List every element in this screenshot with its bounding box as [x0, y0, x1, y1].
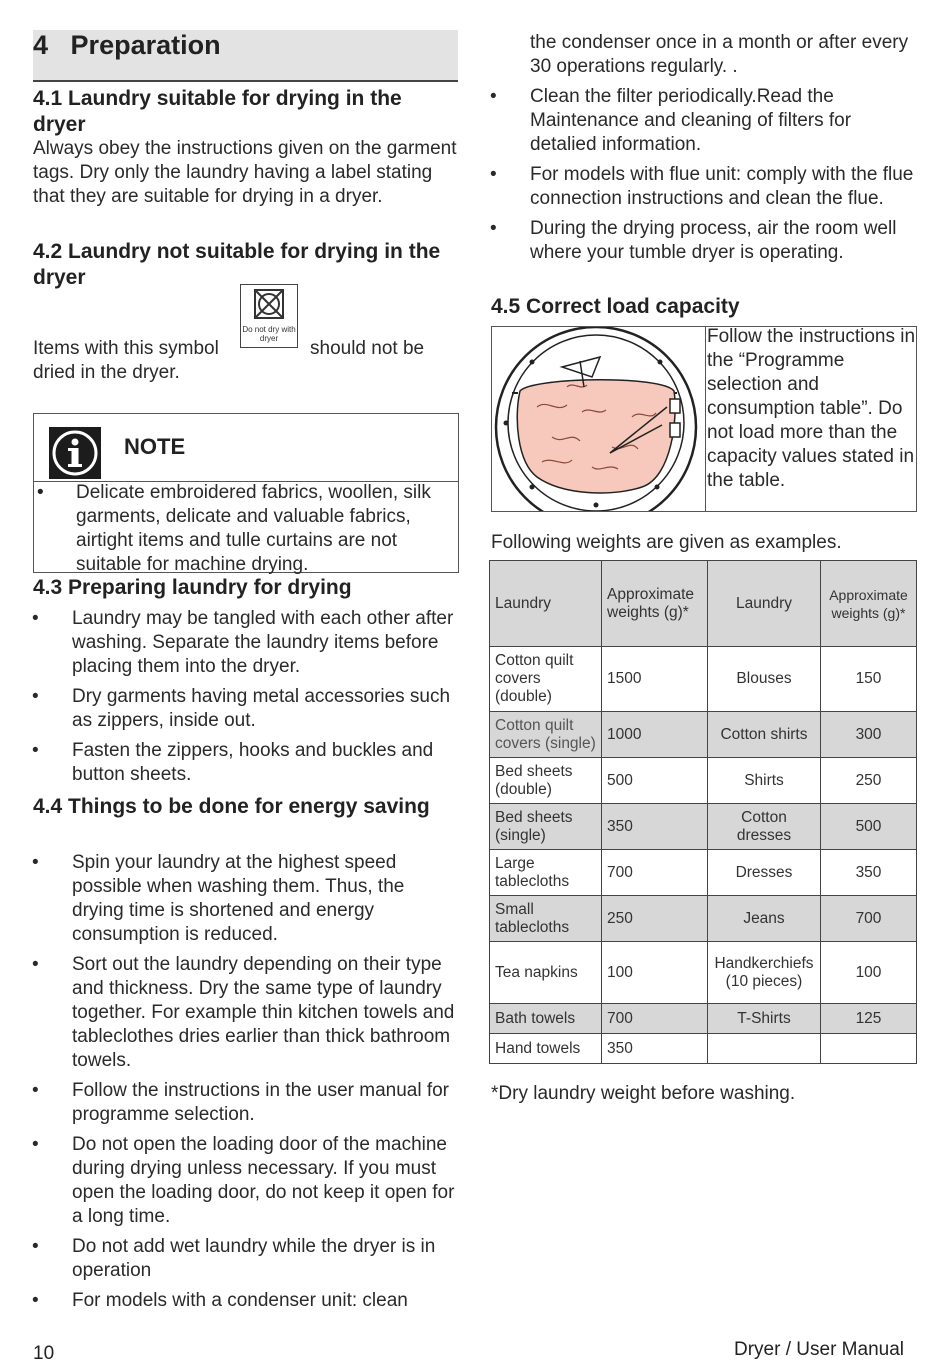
note-title: NOTE: [124, 434, 186, 459]
table-cell: 1000: [602, 712, 708, 758]
page-number: 10: [33, 1343, 55, 1364]
section-4-5-title: 4.5 Correct load capacity: [491, 295, 740, 318]
note-box: [33, 413, 459, 573]
table-row: [490, 1004, 917, 1034]
section-4-4-title: 4.4 Things to be done for energy saving: [33, 795, 430, 818]
do-not-tumble-dry-icon: [241, 285, 297, 325]
list-item: • Do not open the loading door of the machine during drying unless necessary. If you must open the loading door, do not keep it open for a long time.: [72, 1133, 457, 1229]
list-item: • Sort out the laundry depending on their type and thickness. Dry the same type of laundry together. For example thin kitchen towels and tableclothes dries earlier than thick bathroom towels.: [72, 953, 457, 1073]
load-capacity-box: [491, 326, 917, 512]
table-cell: Bed sheets (single): [490, 804, 602, 850]
chapter-title: 4 Preparation: [33, 30, 221, 60]
symbol-label: Do not dry with dryer: [242, 325, 296, 343]
section-4-3-list: [72, 607, 457, 793]
chapter-heading: [33, 30, 458, 82]
table-cell: Jeans: [708, 896, 821, 942]
table-cell: Cotton quilt covers (single): [490, 712, 602, 758]
section-4-2-text-before: Items with this symbol: [33, 338, 219, 359]
list-item: • For models with a condenser unit: clean: [72, 1289, 457, 1313]
table-cell: [708, 1034, 821, 1064]
section-4-4-list: [72, 851, 457, 1319]
section-4-2-text-after: should not be: [310, 338, 425, 359]
table-cell: 350: [821, 850, 917, 896]
table-cell: Cotton shirts: [708, 712, 821, 758]
table-row: [490, 804, 917, 850]
section-4-4-continued: the condenser once in a month or after every 30 operations regularly. .: [530, 32, 909, 77]
table-cell: Small tablecloths: [490, 896, 602, 942]
dryer-drum-load-illustration: [492, 327, 706, 511]
column-header: Laundry: [708, 561, 821, 647]
column-header: Approximate weights (g)*: [602, 561, 708, 647]
table-cell: 700: [821, 896, 917, 942]
table-footnote: *Dry laundry weight before washing.: [491, 1083, 796, 1104]
table-cell: Shirts: [708, 758, 821, 804]
table-cell: Cotton dresses: [708, 804, 821, 850]
table-cell: 1500: [602, 647, 708, 712]
list-item: • Spin your laundry at the highest speed possible when washing them. Thus, the drying time is shortened and energy consumption is reduced.: [72, 851, 457, 947]
table-cell: Handkerchiefs (10 pieces): [708, 942, 821, 1004]
table-cell: 700: [602, 850, 708, 896]
section-4-1-text: Always obey the instructions given on the garment tags. Dry only the laundry having a label stating that they are suitable for drying in a dryer.: [33, 138, 457, 207]
section-4-3-title: 4.3 Preparing laundry for drying: [33, 576, 352, 599]
list-item: • Follow the instructions in the user manual for programme selection.: [72, 1079, 457, 1127]
list-item: • Dry garments having metal accessories such as zippers, inside out.: [72, 685, 457, 733]
table-cell: Large tablecloths: [490, 850, 602, 896]
table-header-row: [490, 561, 917, 647]
table-cell: 100: [821, 942, 917, 1004]
note-bullet: •: [37, 482, 44, 503]
list-item: • Fasten the zippers, hooks and buckles and button sheets.: [72, 739, 457, 787]
table-row: [490, 647, 917, 712]
table-cell: [821, 1034, 917, 1064]
section-4-2-title: 4.2 Laundry not suitable for drying in the dryer: [33, 240, 441, 289]
do-not-tumble-dry-symbol: [240, 284, 298, 348]
table-cell: Bath towels: [490, 1004, 602, 1034]
table-row: [490, 758, 917, 804]
table-cell: Cotton quilt covers (double): [490, 647, 602, 712]
table-row: [490, 1034, 917, 1064]
table-cell: T-Shirts: [708, 1004, 821, 1034]
list-item: • For models with flue unit: comply with the flue connection instructions and clean the flue.: [530, 163, 915, 211]
list-item: • Do not add wet laundry while the dryer is in operation: [72, 1235, 457, 1283]
footer-title: Dryer / User Manual: [734, 1339, 904, 1360]
note-header: [34, 414, 458, 482]
table-row: [490, 850, 917, 896]
table-cell: 500: [821, 804, 917, 850]
table-cell: 250: [821, 758, 917, 804]
table-cell: 300: [821, 712, 917, 758]
table-row: [490, 712, 917, 758]
table-cell: 350: [602, 1034, 708, 1064]
list-item: • Laundry may be tangled with each other after washing. Separate the laundry items before placing them into the dryer.: [72, 607, 457, 679]
table-cell: 125: [821, 1004, 917, 1034]
note-text: Delicate embroidered fabrics, woollen, silk garments, delicate and valuable fabrics, airtight items and tulle curtains are not suitable for machine drying.: [76, 482, 431, 575]
table-cell: 350: [602, 804, 708, 850]
section-4-2-text-line2: dried in the dryer.: [33, 362, 180, 383]
list-item: • During the drying process, air the room well where your tumble dryer is operating.: [530, 217, 915, 265]
column-header: Laundry: [490, 561, 602, 647]
table-row: [490, 896, 917, 942]
table-cell: 700: [602, 1004, 708, 1034]
weights-intro: Following weights are given as examples.: [491, 532, 842, 553]
info-icon: [49, 427, 101, 479]
table-cell: Bed sheets (double): [490, 758, 602, 804]
weights-table: [489, 560, 917, 1064]
table-cell: Tea napkins: [490, 942, 602, 1004]
table-cell: 250: [602, 896, 708, 942]
section-4-5-text: Follow the instructions in the “Programme selection and consumption table”. Do not load more than the capacity values stated in the table.: [707, 326, 916, 491]
section-4-1-title: 4.1 Laundry suitable for drying in the dryer: [33, 87, 402, 136]
table-cell: 100: [602, 942, 708, 1004]
table-cell: 150: [821, 647, 917, 712]
table-cell: Hand towels: [490, 1034, 602, 1064]
table-cell: Blouses: [708, 647, 821, 712]
table-cell: 500: [602, 758, 708, 804]
list-item: • Clean the filter periodically.Read the Maintenance and cleaning of filters for detalied information.: [530, 85, 915, 157]
table-row: [490, 942, 917, 1004]
column-header: Approximate weights (g)*: [821, 561, 917, 647]
section-4-4-list-right: [530, 85, 915, 271]
table-cell: Dresses: [708, 850, 821, 896]
